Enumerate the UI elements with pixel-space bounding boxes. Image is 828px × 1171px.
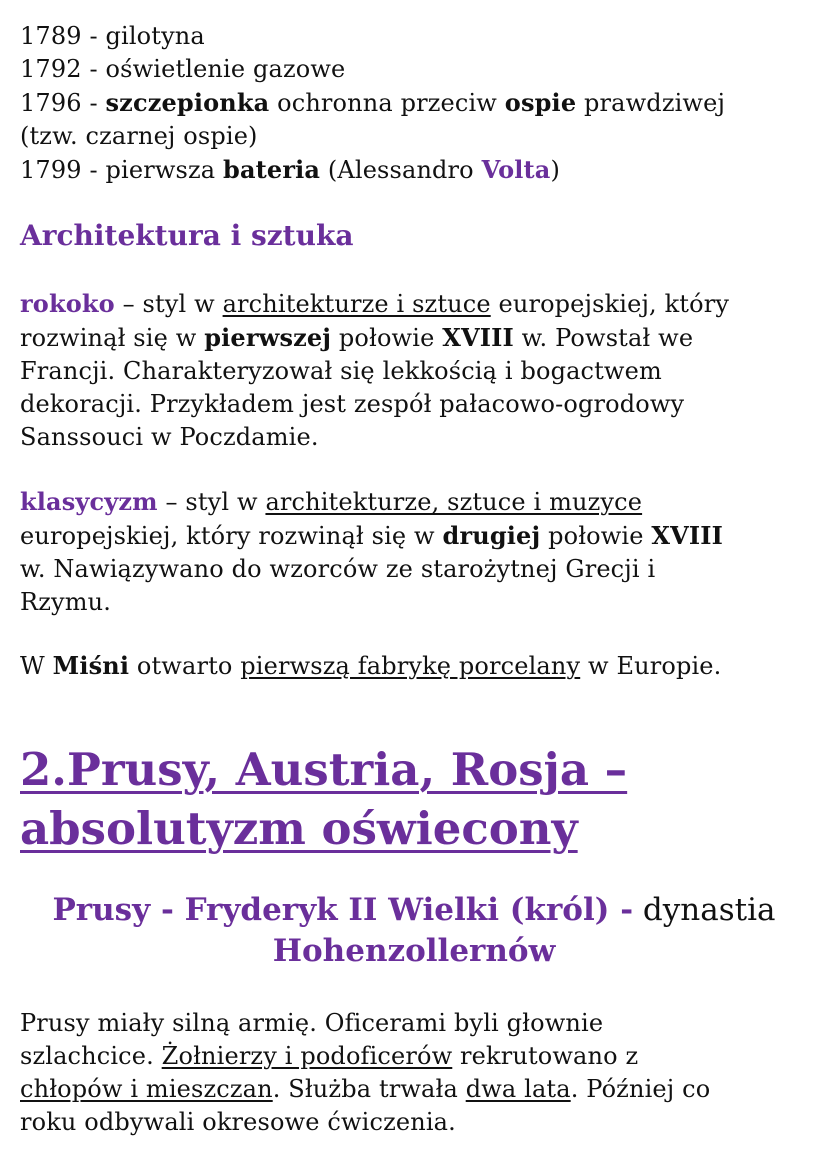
text: w Europie. [580, 652, 722, 680]
event-text: prawdziwej [576, 89, 726, 117]
text: połowie [331, 324, 443, 352]
text: otwarto [129, 652, 241, 680]
text-line: Francji. Charakteryzował się lekkością i bogactwem [20, 357, 662, 385]
text-line: roku odbywali okresowe ćwiczenia. [20, 1108, 456, 1136]
year: 1799 [20, 156, 82, 184]
year: 1792 [20, 55, 82, 83]
underlined-text: Żołnierzy i podoficerów [161, 1042, 453, 1070]
text: połowie [540, 522, 652, 550]
event-text: ochronna przeciw [269, 89, 505, 117]
inventor-name: Volta [481, 155, 551, 184]
timeline-item-1789 [20, 20, 725, 53]
text: w. Powstał we [513, 324, 694, 352]
event-text: ) [550, 156, 561, 184]
underlined-text: pierwszą fabrykę porcelany [240, 652, 581, 680]
text: europejskiej, który rozwinął się w [20, 522, 443, 550]
underlined-text: architekturze, sztuce i muzyce [265, 488, 643, 516]
event-text: (tzw. czarnej ospie) [20, 122, 258, 150]
text: W [20, 652, 53, 680]
bold-text: XVIII [651, 521, 724, 550]
year: 1789 [20, 22, 82, 50]
bold-term: bateria [223, 155, 321, 184]
text-line: Sanssouci w Poczdamie. [20, 423, 319, 451]
text: rekrutowano z [452, 1042, 639, 1070]
underlined-text: architekturze i sztuce [222, 290, 491, 318]
chapter-heading-line-2: absolutyzm oświecony [20, 802, 578, 855]
separator: - [81, 22, 106, 50]
section-heading-architecture: Architektura i sztuka [20, 219, 354, 252]
timeline-item-1796-cont [20, 120, 725, 153]
bold-text: drugiej [442, 521, 541, 550]
bold-term: szczepionka [105, 88, 270, 117]
chapter-heading [20, 740, 627, 858]
text: europejskiej, który [490, 290, 730, 318]
term-klasycyzm: klasycyzm [20, 487, 158, 516]
bold-text: Miśni [52, 651, 130, 680]
timeline [20, 20, 725, 187]
text: . Później co [570, 1075, 711, 1103]
event-text: (Alessandro [320, 156, 482, 184]
event-text: oświetlenie gazowe [105, 55, 346, 83]
chapter-heading-line-1: 2.Prusy, Austria, Rosja – [20, 743, 628, 796]
prusy-heading-dynasty-name: Hohenzollernów [272, 933, 556, 969]
text: . Służba trwała [272, 1075, 466, 1103]
underlined-text: dwa lata [465, 1075, 571, 1103]
bold-term: ospie [504, 88, 577, 117]
bold-text: XVIII [442, 323, 514, 352]
prusy-heading-title: Prusy - Fryderyk II Wielki (król) - [52, 892, 634, 928]
timeline-item-1796 [20, 86, 725, 120]
text-line: dekoracji. Przykładem jest zespół pałacowo-ogrodowy [20, 390, 685, 418]
bold-text: pierwszej [204, 323, 332, 352]
misnia-paragraph [20, 649, 721, 683]
text-line: Prusy miały silną armię. Oficerami byli głownie [20, 1009, 604, 1037]
klasycyzm-paragraph [20, 485, 723, 619]
timeline-item-1792 [20, 53, 725, 86]
event-text: pierwsza [105, 156, 224, 184]
prusy-heading [0, 890, 828, 972]
separator: - [81, 156, 106, 184]
separator: - [81, 55, 106, 83]
separator: - [81, 89, 106, 117]
rokoko-paragraph [20, 287, 729, 454]
prusy-heading-dynasty-label: dynastia [633, 892, 776, 928]
year: 1796 [20, 89, 82, 117]
prusy-paragraph [20, 1007, 710, 1139]
text: rozwinął się w [20, 324, 205, 352]
underlined-text: chłopów i mieszczan [20, 1075, 273, 1103]
event-text: gilotyna [105, 22, 205, 50]
timeline-item-1799 [20, 153, 725, 187]
text: szlachcice. [20, 1042, 162, 1070]
text: – styl w [157, 488, 266, 516]
term-rokoko: rokoko [20, 289, 115, 318]
text-line: w. Nawiązywano do wzorców ze starożytnej Grecji i [20, 555, 656, 583]
text-line: Rzymu. [20, 588, 112, 616]
text: – styl w [114, 290, 223, 318]
